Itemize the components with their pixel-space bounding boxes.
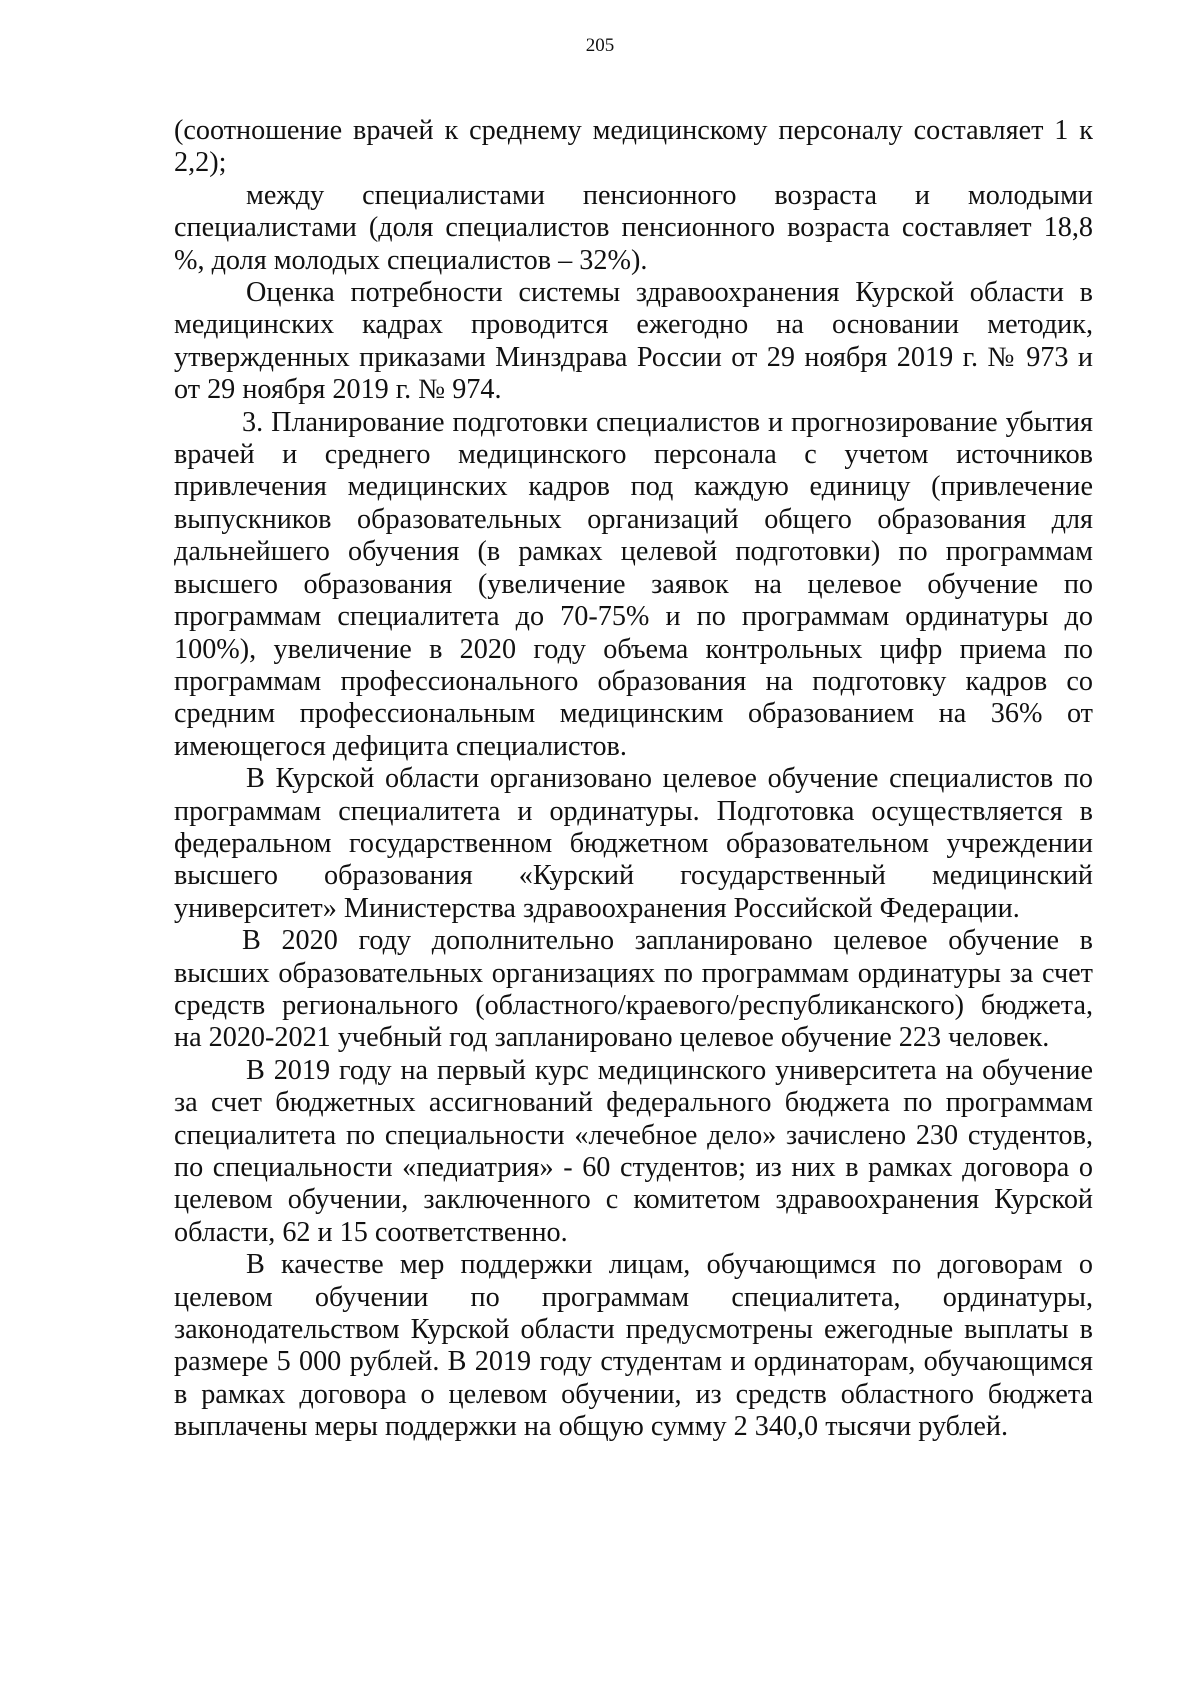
page-number: 205 bbox=[585, 35, 615, 56]
paragraph-targeted-training: В Курской области организовано целевое обучение специалистов по программам специалитета и ординатуры. Подготовка осуществляется в федеральном государственном бюджетном образовательном учреждении высшего образования «Курский государственный медицинский университет» Министерства здравоохранения Российской Федерации. bbox=[174, 763, 1093, 924]
paragraph-assessment: Оценка потребности системы здравоохранения Курской области в медицинских кадрах проводится ежегодно на основании методик, утвержденных приказами Минздрава России от 29 ноября 2019 г. № 973 и от 29 ноября 2019 г. № 974. bbox=[174, 277, 1093, 406]
paragraph-2019-enrollment: В 2019 году на первый курс медицинского университета на обучение за счет бюджетных ассигнований федерального бюджета по программам специалитета по специальности «лечебное дело» зачислено 230 студентов, по специальности «педиатрия» - 60 студентов; из них в рамках договора о целевом обучении, заключенного с комитетом здравоохранения Курской области, 62 и 15 соответственно. bbox=[174, 1054, 1093, 1248]
paragraph-ratio: (соотношение врачей к среднему медицинскому персоналу составляет 1 к 2,2); bbox=[174, 115, 1093, 179]
paragraph-support-measures: В качестве мер поддержки лицам, обучающимся по договорам о целевом обучении по программам специалитета, ординатуры, законодательством Курской области предусмотрены ежегодные выплаты в размере 5 000 рублей. В 2019 году студентам и ординаторам, обучающимся в рамках договора о целевом обучении, из средств областного бюджета выплачены меры поддержки на общую сумму 2 340,0 тысячи рублей. bbox=[174, 1249, 1093, 1443]
paragraph-planning: 3. Планирование подготовки специалистов и прогнозирование убытия врачей и среднего медицинского персонала с учетом источников привлечения медицинских кадров под каждую единицу (привлечение выпускников образовательных организаций общего образования для дальнейшего обучения (в рамках целевой подготовки) по программам высшего образования (увеличение заявок на целевое обучение по программам специалитета до 70-75% и по программам ординатуры до 100%), увеличение в 2020 году объема контрольных цифр приема по программам профессионального образования на подготовку кадров со средним профессиональным медицинским образованием на 36% от имеющегося дефицита специалистов. bbox=[174, 406, 1093, 762]
paragraph-2020-plan: В 2020 году дополнительно запланировано целевое обучение в высших образовательных организациях по программам ординатуры за счет средств регионального (областного/краевого/республиканского) бюджета, на 2020-2021 учебный год запланировано целевое обучение 223 человек. bbox=[174, 925, 1093, 1054]
paragraph-age-groups: между специалистами пенсионного возраста и молодыми специалистами (доля специалистов пенсионного возраста составляет 18,8 %, доля молодых специалистов – 32%). bbox=[174, 179, 1093, 276]
document-body bbox=[174, 115, 1093, 1444]
